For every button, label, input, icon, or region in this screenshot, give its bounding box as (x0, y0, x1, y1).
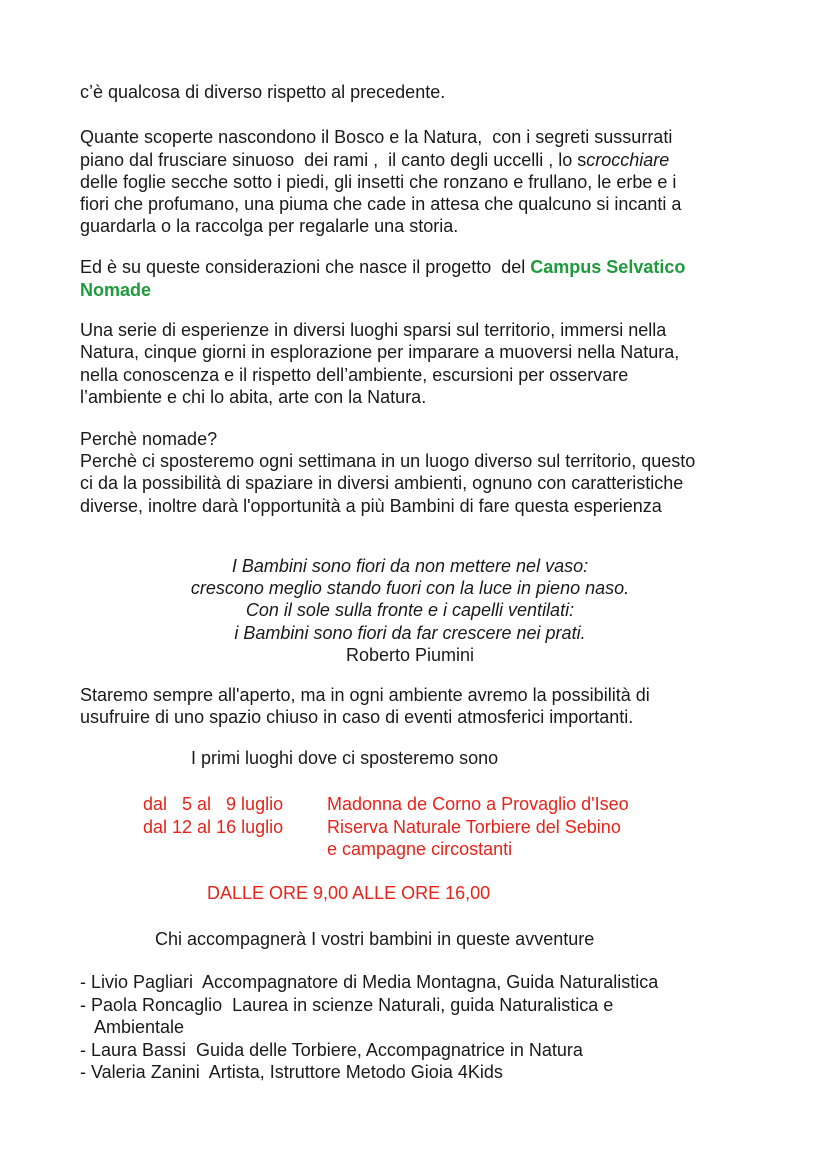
paragraph-text: piano dal frusciare sinuoso dei rami , il canto degli uccelli , lo s (80, 150, 587, 170)
schedule-place: Madonna de Corno a Provaglio d'Iseo (327, 794, 629, 814)
paragraph-line: Quante scoperte nascondono il Bosco e la Natura, con i segreti sussurrati (80, 127, 673, 147)
guide-item: - Paola Roncaglio Laurea in scienze Naturali, guida Naturalistica e (80, 995, 614, 1015)
poem-line: Con il sole sulla fronte e i capelli ventilati: (245, 600, 575, 620)
poem-line: i Bambini sono fiori da far crescere nei prati. (234, 623, 586, 643)
intro-line: c’è qualcosa di diverso rispetto al precedente. (80, 82, 446, 102)
guide-item: - Livio Pagliari Accompagnatore di Media Montagna, Guida Naturalistica (80, 972, 659, 992)
paragraph-line: nella conoscenza e il rispetto dell’ambiente, escursioni per osservare (80, 365, 629, 385)
paragraph-line: fiori che profumano, una piuma che cade in attesa che qualcuno si incanti a (80, 194, 682, 214)
poem-author: Roberto Piumini (345, 645, 475, 665)
question-line: Perchè nomade? (80, 429, 218, 449)
paragraph-line: Una serie di esperienze in diversi luoghi sparsi sul territorio, immersi nella (80, 320, 667, 340)
project-intro-line (80, 256, 685, 279)
guides-heading: Chi accompagnerà I vostri bambini in queste avventure (155, 929, 595, 949)
paragraph-line: Staremo sempre all'aperto, ma in ogni ambiente avremo la possibilità di (80, 685, 650, 705)
paragraph-line: delle foglie secche sotto i piedi, gli insetti che ronzano e frullano, le erbe e i (80, 172, 677, 192)
guide-item: - Valeria Zanini Artista, Istruttore Metodo Gioia 4Kids (80, 1062, 503, 1082)
hours-line: DALLE ORE 9,00 ALLE ORE 16,00 (207, 883, 491, 903)
project-name: Campus Selvatico (530, 257, 686, 277)
guide-item: - Laura Bassi Guida delle Torbiere, Accompagnatrice in Natura (80, 1040, 583, 1060)
paragraph-line: usufruire di uno spazio chiuso in caso di eventi atmosferici importanti. (80, 707, 634, 727)
paragraph-line: l’ambiente e chi lo abita, arte con la Natura. (80, 387, 427, 407)
project-name-continued: Nomade (80, 280, 152, 300)
paragraph-line: Natura, cinque giorni in esplorazione per imparare a muoversi nella Natura, (80, 342, 680, 362)
paragraph-line: Perchè ci sposteremo ogni settimana in un luogo diverso sul territorio, questo (80, 451, 696, 471)
schedule-dates: dal 5 al 9 luglio (143, 794, 284, 814)
paragraph-line: diverse, inoltre darà l'opportunità a più Bambini di fare questa esperienza (80, 496, 662, 516)
project-intro-text: Ed è su queste considerazioni che nasce il progetto del (80, 257, 531, 277)
poem-line: crescono meglio stando fuori con la luce in pieno naso. (190, 578, 630, 598)
paragraph-line: ci da la possibilità di spaziare in diversi ambienti, ognuno con caratteristiche (80, 473, 684, 493)
italic-word: crocchiare (586, 150, 670, 170)
paragraph-line (80, 149, 669, 172)
schedule-place: e campagne circostanti (327, 839, 513, 859)
places-heading: I primi luoghi dove ci sposteremo sono (191, 748, 499, 768)
schedule-dates: dal 12 al 16 luglio (143, 817, 284, 837)
poem-line: I Bambini sono fiori da non mettere nel vaso: (231, 556, 589, 576)
guide-item-continued: Ambientale (80, 1017, 185, 1037)
schedule-place: Riserva Naturale Torbiere del Sebino (327, 817, 621, 837)
paragraph-line: guardarla o la raccolga per regalarle una storia. (80, 216, 459, 236)
